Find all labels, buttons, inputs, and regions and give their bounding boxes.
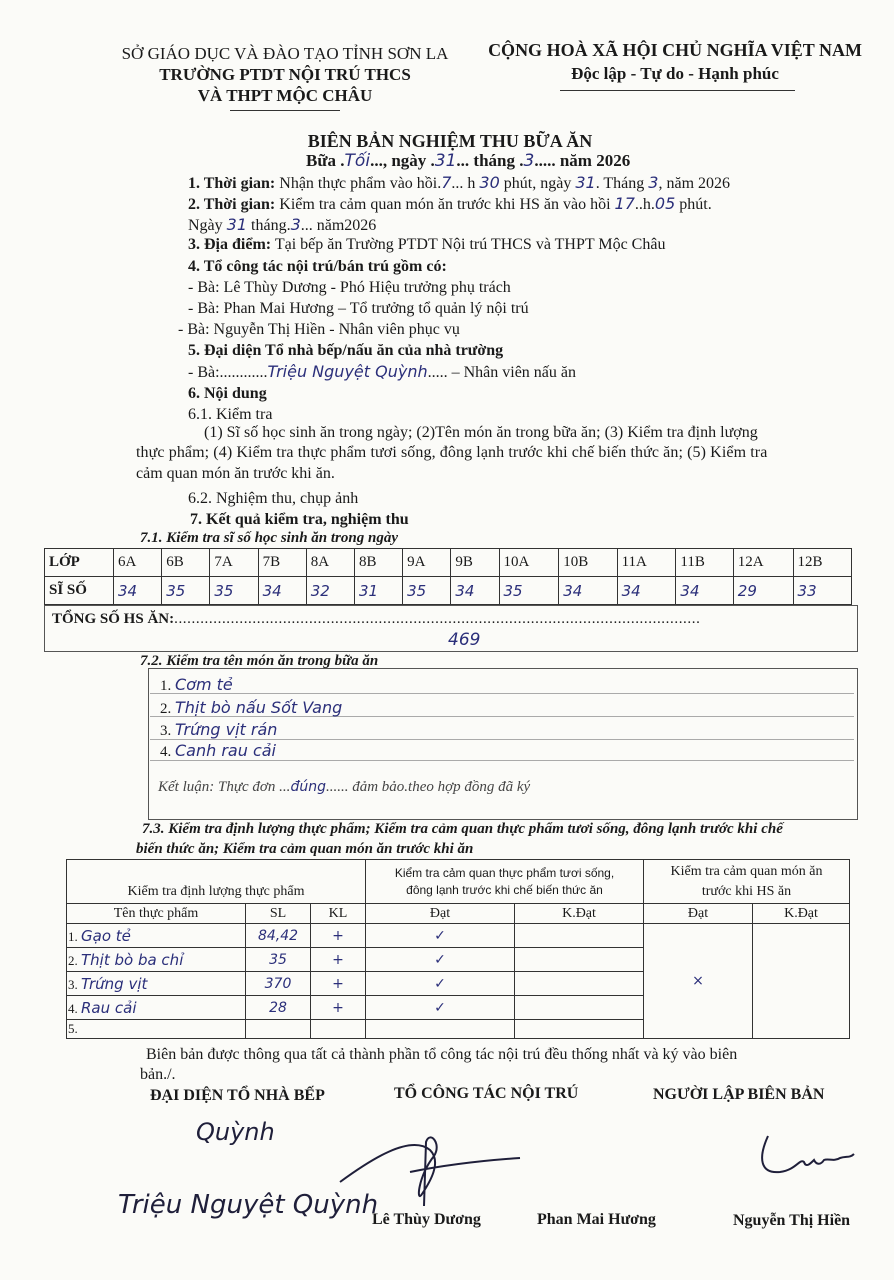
dish-item-1: 1. Cơm tẻ: [160, 675, 233, 694]
dish-pass-mark: ×: [644, 924, 753, 1039]
kl-5: [311, 1020, 366, 1039]
item-7-title: 7. Kết quả kiểm tra, nghiệm thu: [190, 511, 409, 528]
count-11B: 34: [676, 577, 733, 605]
food-4: Rau cải: [81, 998, 137, 1017]
meal-month: 3: [523, 151, 535, 171]
food-3: Trứng vịt: [81, 974, 148, 993]
sig-title-committee: TỔ CÔNG TÁC NỘI TRÚ: [394, 1085, 579, 1102]
member-3: - Bà: Nguyễn Thị Hiền - Nhân viên phục vụ: [178, 321, 460, 338]
food-2: Thịt bò ba chỉ: [81, 950, 184, 969]
closing-line-1: Biên bản được thông qua tất cả thành phần tổ công tác nội trú đều thống nhất và ký vào biên: [146, 1046, 738, 1063]
kl-4: +: [311, 996, 366, 1020]
org-header: [110, 44, 460, 106]
count-6B: 35: [162, 577, 210, 605]
sig-title-recorder: NGƯỜI LẬP BIÊN BẢN: [653, 1086, 825, 1103]
dish-4: Canh rau cải: [175, 741, 276, 760]
class-12A: 12A: [733, 549, 793, 577]
member-2: - Bà: Phan Mai Hương – Tổ trưởng tổ quản lý nội trú: [188, 300, 529, 317]
class-8A: 8A: [306, 549, 354, 577]
item-2: 2. Thời gian: Kiểm tra cảm quan món ăn trước khi HS ăn vào hồi 17..h.05 phút.: [188, 194, 712, 213]
class-11B: 11B: [676, 549, 733, 577]
class-6B: 6B: [162, 549, 210, 577]
col-pass: Đạt: [366, 904, 515, 924]
count-6A: 34: [114, 577, 162, 605]
fail-1: [515, 924, 644, 948]
meal-line: Bữa .Tối..., ngày .31... tháng .3..... năm 2026: [306, 151, 631, 171]
kl-3: +: [311, 972, 366, 996]
class-9B: 9B: [451, 549, 499, 577]
col-kl: KL: [311, 904, 366, 924]
item-2-date: Ngày 31 tháng.3... năm2026: [188, 215, 377, 234]
count-9B: 34: [451, 577, 499, 605]
sl-5: [246, 1020, 311, 1039]
org-department: SỞ GIÁO DỤC VÀ ĐÀO TẠO TỈNH SƠN LA: [121, 44, 449, 63]
org-underline: [230, 110, 340, 111]
section-7-3-title-1: 7.3. Kiểm tra định lượng thực phẩm; Kiểm tra cảm quan thực phẩm tươi sống, đông lạnh trước khi chế: [142, 821, 783, 837]
meal-value: Tối: [344, 151, 371, 171]
fail-3: [515, 972, 644, 996]
total-label: TỔNG SỐ HS ĂN:.........................................................................................................................: [52, 611, 701, 627]
dish-item-3: 3. Trứng vịt rán: [160, 720, 278, 739]
class-row: [45, 549, 852, 577]
count-7A: 35: [210, 577, 258, 605]
menu-conclusion: Kết luận: Thực đơn ...đúng...... đảm bảo.theo hợp đồng đã ký: [158, 779, 531, 795]
pass-2: ✓: [366, 948, 515, 972]
food-row-1: 1. Gạo tẻ 84,42 + ✓ ×: [67, 924, 850, 948]
dish-item-2: 2. Thịt bò nấu Sốt Vang: [160, 698, 343, 717]
sig-title-kitchen: ĐẠI DIỆN TỔ NHÀ BẾP: [150, 1087, 325, 1104]
dish-line-1: [150, 693, 854, 694]
dish-3: Trứng vịt rán: [175, 720, 278, 739]
fail-2: [515, 948, 644, 972]
item-6-para-3: cảm quan món ăn trước khi ăn.: [136, 465, 335, 482]
member-1: - Bà: Lê Thùy Dương - Phó Hiệu trưởng phụ trách: [188, 279, 511, 296]
attendance-table: [44, 548, 852, 605]
dish-item-4: 4. Canh rau cải: [160, 741, 276, 760]
kitchen-signer-name: Triệu Nguyệt Quỳnh: [118, 1190, 379, 1220]
count-9A: 35: [403, 577, 451, 605]
item-4-title: 4. Tổ công tác nội trú/bán trú gồm có:: [188, 258, 447, 275]
food-1: Gạo tẻ: [81, 926, 131, 945]
food-row-2: 2. Thịt bò ba chỉ 35 + ✓: [67, 948, 850, 972]
dish-fail-cell: [753, 924, 850, 1039]
org-school-line2: VÀ THPT MỘC CHÂU: [197, 86, 373, 105]
item-6-title: 6. Nội dung: [188, 385, 267, 402]
dish-1: Cơm tẻ: [175, 675, 233, 694]
org-school-line1: TRƯỜNG PTDT NỘI TRÚ THCS: [159, 65, 411, 84]
sl-2: 35: [246, 948, 311, 972]
food-row-4: 4. Rau cải 28 + ✓: [67, 996, 850, 1020]
item-5-title: 5. Đại diện Tổ nhà bếp/nấu ăn của nhà trường: [188, 342, 504, 359]
item-1: 1. Thời gian: Nhận thực phẩm vào hồi.7... h 30 phút, ngày 31. Tháng 3, năm 2026: [188, 173, 731, 192]
nation-motto: Độc lập - Tự do - Hạnh phúc: [571, 64, 779, 83]
kitchen-signature: Quỳnh: [196, 1118, 275, 1146]
total-dots: .........................................................................................................................: [174, 611, 701, 627]
item-5-cook: - Bà:............Triệu Nguyệt Quỳnh..... – Nhân viên nấu ăn: [188, 362, 576, 381]
section-7-2-title: 7.2. Kiểm tra tên món ăn trong bữa ăn: [140, 653, 379, 669]
item-3: 3. Địa điểm: Tại bếp ăn Trường PTDT Nội trú THCS và THPT Mộc Châu: [188, 236, 666, 253]
col-dish-pass: Đạt: [644, 904, 753, 924]
sl-4: 28: [246, 996, 311, 1020]
fail-5: [515, 1020, 644, 1039]
class-7A: 7A: [210, 549, 258, 577]
signer-name-2: Phan Mai Hương: [537, 1211, 656, 1228]
class-6A: 6A: [114, 549, 162, 577]
col-sl: SL: [246, 904, 311, 924]
pass-3: ✓: [366, 972, 515, 996]
count-11A: 34: [617, 577, 676, 605]
item-6-para-2: thực phẩm; (4) Kiểm tra thực phẩm tươi sống, đông lạnh trước khi chế biến thức ăn; (5) Kiểm tra: [136, 444, 768, 461]
food-row-5: 5.: [67, 1020, 850, 1039]
col-fail: K.Đạt: [515, 904, 644, 924]
count-8A: 32: [306, 577, 354, 605]
conclusion-value: đúng: [290, 779, 326, 795]
signer-name-3: Nguyễn Thị Hiền: [733, 1212, 851, 1229]
cook-name: Triệu Nguyệt Quỳnh: [267, 362, 428, 381]
class-row-label: LỚP: [45, 549, 114, 577]
item-6-1: 6.1. Kiểm tra: [188, 406, 273, 423]
count-row-label: SĨ SỐ: [45, 577, 114, 605]
sl-1: 84,42: [246, 924, 311, 948]
head-fresh: Kiểm tra cảm quan thực phẩm tươi sống, đông lạnh trước khi chế biến thức ăn: [366, 860, 644, 904]
kl-2: +: [311, 948, 366, 972]
section-7-1-title: 7.1. Kiểm tra sĩ số học sinh ăn trong ngày: [140, 530, 398, 546]
inspection-table: [66, 859, 850, 1039]
col-food-name: Tên thực phẩm: [67, 904, 246, 924]
closing-line-2: bản./.: [140, 1066, 176, 1083]
pass-1: ✓: [366, 924, 515, 948]
item-6-2: 6.2. Nghiệm thu, chụp ảnh: [188, 490, 359, 507]
signer-name-1: Lê Thùy Dương: [372, 1211, 481, 1228]
nation-header: [480, 40, 870, 84]
nation-title: CỘNG HOÀ XÃ HỘI CHỦ NGHĨA VIỆT NAM: [488, 40, 862, 60]
recorder-signature: [750, 1128, 860, 1188]
fail-4: [515, 996, 644, 1020]
pass-4: ✓: [366, 996, 515, 1020]
count-row: [45, 577, 852, 605]
class-7B: 7B: [258, 549, 306, 577]
class-8B: 8B: [354, 549, 402, 577]
count-12B: 33: [793, 577, 851, 605]
food-row-3: 3. Trứng vịt 370 + ✓: [67, 972, 850, 996]
subheader-row: [67, 904, 850, 924]
total-value: 469: [448, 630, 481, 650]
motto-underline: [560, 90, 795, 91]
count-7B: 34: [258, 577, 306, 605]
class-10A: 10A: [499, 549, 559, 577]
meal-day: 31: [434, 151, 457, 171]
pass-5: [366, 1020, 515, 1039]
class-10B: 10B: [559, 549, 617, 577]
col-dish-fail: K.Đạt: [753, 904, 850, 924]
item-6-para-1: (1) Sĩ số học sinh ăn trong ngày; (2)Tên món ăn trong bữa ăn; (3) Kiểm tra định lượng: [204, 424, 758, 441]
count-10B: 34: [559, 577, 617, 605]
class-12B: 12B: [793, 549, 851, 577]
class-9A: 9A: [403, 549, 451, 577]
section-7-3-title-2: biến thức ăn; Kiểm tra cảm quan món ăn trước khi ăn: [136, 841, 474, 857]
count-12A: 29: [733, 577, 793, 605]
head-dish: Kiểm tra cảm quan món ăn trước khi HS ăn: [644, 860, 850, 904]
dish-2: Thịt bò nấu Sốt Vang: [175, 698, 343, 717]
head-quantity: Kiểm tra định lượng thực phẩm: [67, 860, 366, 904]
document-title: BIÊN BẢN NGHIỆM THU BỮA ĂN: [307, 131, 593, 151]
count-8B: 31: [354, 577, 402, 605]
kl-1: +: [311, 924, 366, 948]
class-11A: 11A: [617, 549, 676, 577]
count-10A: 35: [499, 577, 559, 605]
sl-3: 370: [246, 972, 311, 996]
